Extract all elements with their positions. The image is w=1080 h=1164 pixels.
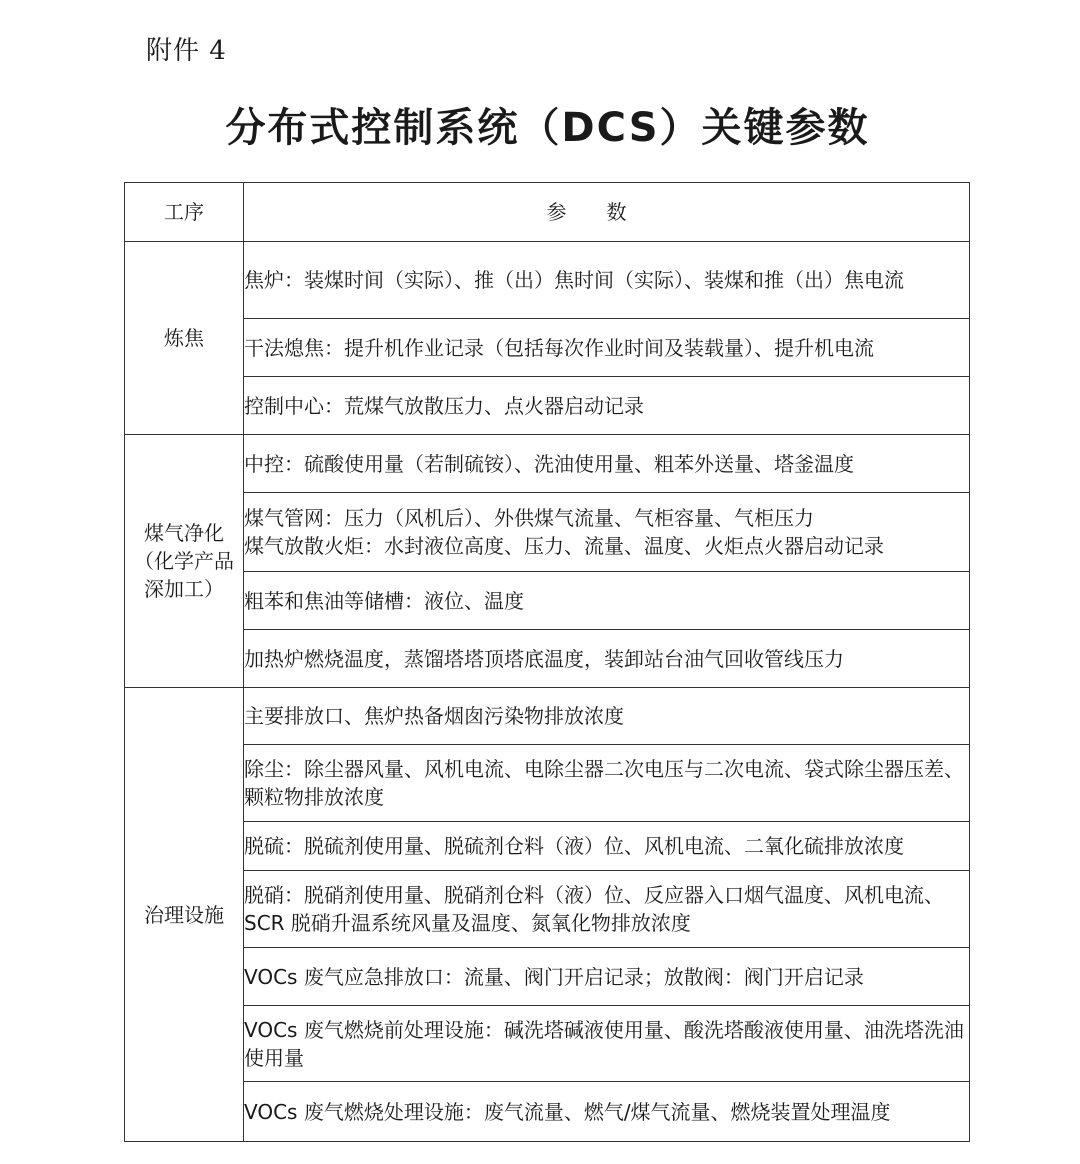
- param-cell: [244, 822, 970, 871]
- table-row: [125, 1082, 970, 1142]
- param-cell: [244, 1082, 970, 1142]
- param-cell: [244, 1006, 970, 1082]
- param-line: 煤气放散火炬：水封液位高度、压力、流量、温度、火炬点火器启动记录: [244, 534, 884, 558]
- param-cell: [244, 871, 970, 948]
- param-line: 中控：硫酸使用量（若制硫铵）、洗油使用量、粗苯外送量、塔釜温度: [244, 451, 854, 476]
- header-params: 参数: [244, 183, 970, 242]
- param-line: 焦炉：装煤时间（实际）、推（出）焦时间（实际）、装煤和推（出）焦电流: [244, 268, 904, 292]
- table-row: [125, 242, 970, 319]
- param-cell: [244, 435, 970, 493]
- param-line: 加热炉燃烧温度，蒸馏塔塔顶塔底温度，装卸站台油气回收管线压力: [244, 646, 844, 671]
- table-row: [125, 319, 970, 377]
- param-cell: [244, 377, 970, 435]
- param-line: VOCs 废气燃烧处理设施：废气流量、燃气/煤气流量、燃烧装置处理温度: [244, 1099, 891, 1124]
- param-line: 脱硫：脱硫剂使用量、脱硫剂仓料（液）位、风机电流、二氧化硫排放浓度: [244, 834, 904, 858]
- table-row: [125, 948, 970, 1006]
- param-line: VOCs 废气燃烧前处理设施：碱洗塔碱液使用量、酸洗塔酸液使用量、油洗塔洗油使用量: [244, 1017, 964, 1070]
- table-row: [125, 1006, 970, 1082]
- table-row: [125, 822, 970, 871]
- param-cell: [244, 688, 970, 745]
- param-line: 干法熄焦：提升机作业记录（包括每次作业时间及装载量）、提升机电流: [244, 335, 874, 360]
- table-row: [125, 435, 970, 493]
- table-header-row: [125, 183, 970, 242]
- attachment-label: 附件 4: [146, 36, 227, 66]
- param-line: VOCs 废气应急排放口：流量、阀门开启记录；放散阀：阀门开启记录: [244, 964, 864, 989]
- param-cell: [244, 242, 970, 319]
- dcs-parameters-table: [124, 182, 970, 1142]
- param-cell: [244, 493, 970, 572]
- param-line: 主要排放口、焦炉热备烟囱污染物排放浓度: [244, 704, 624, 728]
- process-cell-coking: 炼焦: [125, 242, 244, 435]
- header-process: 工序: [125, 183, 244, 242]
- table-row: [125, 572, 970, 630]
- table-row: [125, 745, 970, 822]
- process-cell-gas-purification: 煤气净化（化学产品深加工）: [125, 435, 244, 688]
- param-line: 控制中心：荒煤气放散压力、点火器启动记录: [244, 393, 644, 418]
- table-row: [125, 871, 970, 948]
- param-line: 脱硝：脱硝剂使用量、脱硝剂仓料（液）位、反应器入口烟气温度、风机电流、SCR 脱硝升温系统风量及温度、氮氧化物排放浓度: [244, 883, 944, 935]
- document-title: 分布式控制系统（DCS）关键参数: [225, 105, 870, 151]
- param-cell: [244, 319, 970, 377]
- process-cell-treatment: 治理设施: [125, 688, 244, 1142]
- table-row: [125, 377, 970, 435]
- table-row: [125, 630, 970, 688]
- param-line: 煤气管网：压力（风机后）、外供煤气流量、气柜容量、气柜压力: [244, 506, 814, 530]
- param-cell: [244, 745, 970, 822]
- param-line: 粗苯和焦油等储槽：液位、温度: [244, 588, 524, 613]
- param-cell: [244, 572, 970, 630]
- param-cell: [244, 630, 970, 688]
- table-row: [125, 688, 970, 745]
- param-cell: [244, 948, 970, 1006]
- param-line: 除尘：除尘器风量、风机电流、电除尘器二次电压与二次电流、袋式除尘器压差、颗粒物排放浓度: [244, 757, 964, 809]
- table-row: [125, 493, 970, 572]
